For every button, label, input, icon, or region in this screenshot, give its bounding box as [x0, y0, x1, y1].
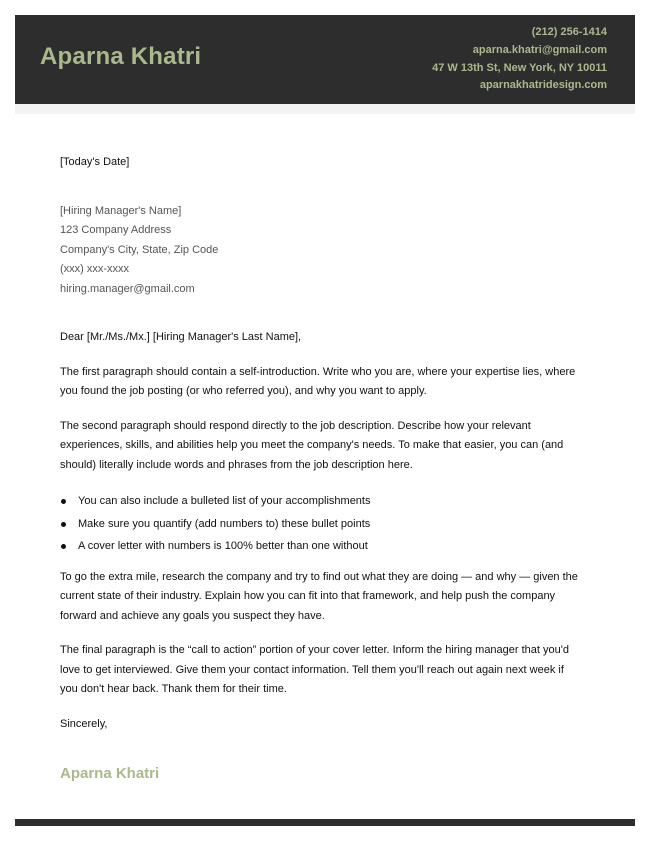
contact-info	[432, 24, 607, 95]
paragraph-job-fit: The second paragraph should respond directly to the job description. Describe how your relevant experiences, skills, and abilities help you meet the company's needs. To make that easier, you can (and should) literally include words and phrases from the job description here.	[60, 419, 564, 471]
recipient-name: [Hiring Manager's Name]	[60, 204, 182, 217]
accomplishment-list	[60, 490, 580, 558]
cover-letter-body	[60, 153, 580, 784]
recipient-block	[60, 202, 580, 300]
paragraph-intro: The first paragraph should contain a self-introduction. Write who you are, where your expertise lies, where you found the job posting (or who referred you), and why you want to apply.	[60, 365, 576, 397]
contact-website: aparnakhatridesign.com	[479, 79, 607, 92]
paragraph-research: To go the extra mile, research the company and try to find out what they are doing — and why — given the current state of their industry. Explain how you can fit into that framework, and help push the company forward and achieve any goals you suspect they have.	[60, 570, 578, 622]
resume-header	[15, 15, 635, 104]
contact-address: 47 W 13th St, New York, NY 10011	[432, 61, 607, 74]
recipient-city: Company's City, State, Zip Code	[60, 243, 219, 256]
signature-name: Aparna Khatri	[60, 765, 160, 782]
list-item: You can also include a bulleted list of your accomplishments	[78, 490, 580, 513]
footer-bar	[15, 819, 635, 826]
recipient-phone: (xxx) xxx-xxxx	[60, 263, 130, 275]
recipient-email: hiring.manager@gmail.com	[60, 282, 195, 295]
recipient-address: 123 Company Address	[60, 224, 172, 236]
contact-email: aparna.khatri@gmail.com	[472, 43, 607, 56]
letter-date: [Today's Date]	[60, 156, 130, 168]
salutation: Dear [Mr./Ms./Mx.] [Hiring Manager's Last Name],	[60, 331, 302, 343]
paragraph-call-to-action: The final paragraph is the “call to action” portion of your cover letter. Inform the hiring manager that you'd love to get interviewed. Give them your contact information. Tell them you'll reach out again next week if you don't hear back. Thank them for their time.	[60, 644, 569, 695]
applicant-name: Aparna Khatri	[40, 43, 202, 70]
list-item: Make sure you quantify (add numbers to) these bullet points	[78, 513, 580, 536]
closing: Sincerely,	[60, 717, 108, 730]
contact-phone: (212) 256-1414	[531, 26, 607, 38]
list-item: A cover letter with numbers is 100% better than one without	[78, 535, 580, 558]
header-divider	[15, 104, 635, 114]
